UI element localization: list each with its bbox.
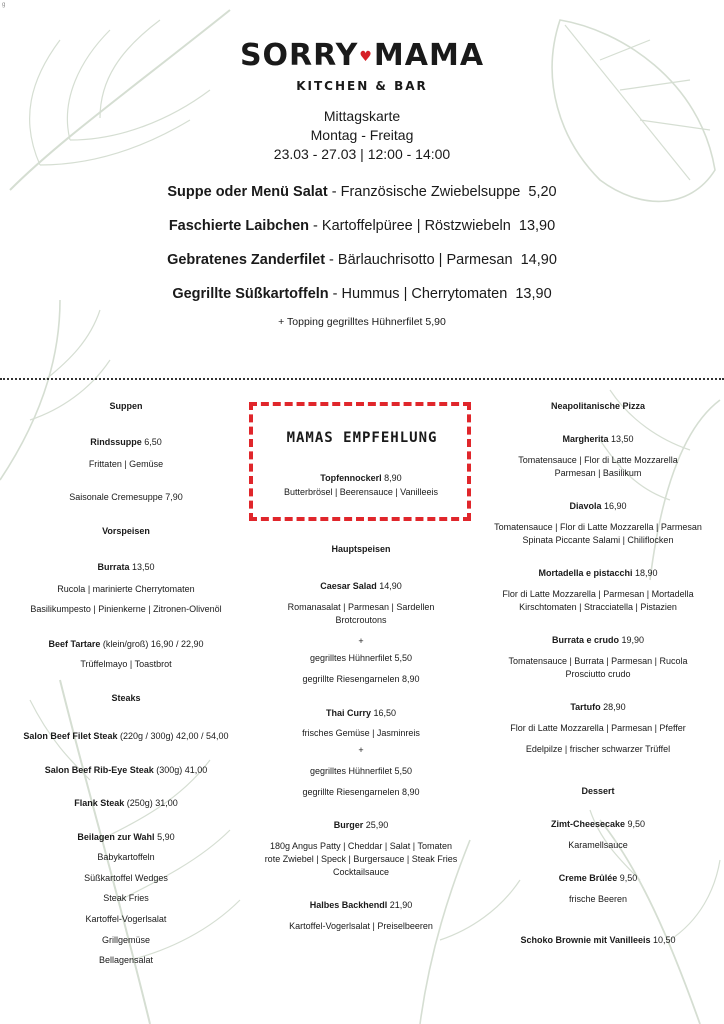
item-price: 9,50 [619,873,638,883]
section-heading-steaks: Steaks [111,693,141,703]
right-column [478,0,718,1024]
item-price: 5,90 [157,832,175,842]
item-desc: Tomatensauce | Burrata | Parmesan | Rucola [508,656,688,666]
side-dish: Grillgemüse [101,935,150,945]
item-name: Burrata [97,562,130,572]
side-dish: Süßkartoffel Wedges [84,873,168,883]
menu-item [10,831,242,843]
menu-item [478,934,718,946]
item-price: 16,90 [604,501,627,511]
item-price: 13,50 [611,434,634,444]
heart-icon: ♥ [359,48,373,65]
item-addon: gegrillte Riesengarnelen 8,90 [302,674,420,684]
item-desc: Cocktailsauce [332,867,390,877]
left-column [10,0,242,1024]
item-desc: Spinata Piccante Salami | Chiliflocken [522,535,674,545]
item-addon: gegrilltes Hühnerfilet 5,50 [309,766,413,776]
item-desc: Kartoffel-Vogerlsalat | Preiselbeeren [289,921,433,931]
lunch-item-desc: Hummus | Cherrytomaten [341,286,508,302]
item-price: (klein/groß) 16,90 / 22,90 [102,639,204,649]
lunch-item-desc: Französische Zwiebelsuppe [340,184,521,200]
item-price: 28,90 [603,702,626,712]
item-addon: gegrillte Riesengarnelen 8,90 [302,787,420,797]
plus-sign: + [358,745,364,755]
side-dish: Babykartoffeln [97,852,155,862]
lunch-item-name: Gegrillte Süßkartoffeln [172,286,329,302]
item-desc: Frittaten | Gemüse [88,459,164,469]
lunch-item: Faschierte Laibchen - Kartoffelpüree | Röstzwiebeln 13,90 [168,218,556,234]
item-name: Creme Brûlée [558,873,618,883]
logo-subtitle: KITCHEN & BAR [296,79,428,93]
menu-item [478,701,718,713]
item-desc: frische Beeren [568,894,628,904]
menu-item [478,433,718,445]
item-name: Burrata e crudo [551,635,619,645]
item-desc: Karamellsauce [568,840,628,850]
lunch-item: Suppe oder Menü Salat - Französische Zwiebelsuppe 5,20 [167,184,557,200]
item-name: Caesar Salad [320,581,377,591]
item-desc: Tomatensauce | Flor di Latte Mozzarella [518,455,678,465]
item-desc: frisches Gemüse | Jasminreis [302,728,420,738]
item-addon: gegrilltes Hühnerfilet 5,50 [309,653,413,663]
menu-item [478,500,718,512]
menu-item [246,472,476,484]
lunch-item-name: Faschierte Laibchen [168,218,310,234]
item-desc: Parmesan | Basilikum [554,468,642,478]
item-desc: 180g Angus Patty | Cheddar | Salat | Tomaten [270,841,452,851]
recommendation-title: MAMAS EMPFEHLUNG [286,430,438,446]
menu-item [478,872,718,884]
menu-item [478,567,718,579]
item-name: Rindssuppe [90,437,142,447]
section-heading-dessert: Dessert [581,786,615,796]
menu-item [246,580,476,592]
section-heading-suppen: Suppen [109,401,143,411]
lunch-item-price: 13,90 [518,218,556,234]
section-heading-hauptspeisen: Hauptspeisen [331,544,391,554]
side-dish: Bellagensalat [98,955,154,965]
item-name: Topfennockerl [320,473,382,483]
item-price: (220g / 300g) 42,00 / 54,00 [119,731,229,741]
item-name: Burger [333,820,364,830]
item-name: Thai Curry [325,708,371,718]
item-desc: Kirschtomaten | Stracciatella | Pistazien [519,602,677,612]
item-desc: Tomatensauce | Flor di Latte Mozzarella | Parmesan [494,522,702,532]
item-desc: rote Zwiebel | Speck | Burgersauce | Steak Fries [264,854,458,864]
section-heading-pizza: Neapolitanische Pizza [550,401,646,411]
lunch-item-price: 14,90 [520,252,557,268]
item-name: Beilagen zur Wahl [77,832,155,842]
item-price: 10,50 [653,935,676,945]
menu-item: Saisonale Cremesuppe 7,90 [69,492,183,502]
menu-item [478,818,718,830]
lunch-item-name: Suppe oder Menü Salat [167,184,328,200]
item-desc: Edelpilze | frischer schwarzer Trüffel [525,744,671,754]
lunch-menu-dates: 23.03 - 27.03 | 12:00 - 14:00 [273,146,451,162]
item-desc: Prosciutto crudo [565,669,631,679]
menu-item [246,707,476,719]
menu-item [10,764,242,776]
logo-word-left: SORRY [239,38,359,73]
menu-item [10,561,242,573]
item-name: Schoko Brownie mit Vanilleeis [520,935,651,945]
item-price: 14,90 [379,581,402,591]
item-price: 19,90 [621,635,645,645]
item-price: 25,90 [365,820,389,830]
item-price: 18,90 [635,568,658,578]
menu-item [246,819,476,831]
menu-item [246,899,476,911]
lunch-item-name: Gebratenes Zanderfilet [167,252,326,268]
item-name: Diavola [569,501,602,511]
item-name: Margherita [562,434,609,444]
lunch-item-desc: Kartoffelpüree | Röstzwiebeln [321,218,511,234]
item-price: (250g) 31,00 [126,798,178,808]
item-desc: Brotcroutons [335,615,387,625]
menu-item [10,797,242,809]
item-price: 9,50 [627,819,646,829]
menu-item [10,638,242,650]
item-price: 21,90 [389,900,413,910]
lunch-item-price: 5,20 [528,184,557,200]
topping-note: + Topping gegrilltes Hühnerfilet 5,90 [278,316,446,328]
item-name: Beef Tartare [48,639,101,649]
item-price: 16,50 [373,708,397,718]
lunch-menu-days: Montag - Freitag [310,127,414,143]
item-name: Halbes Backhendl [309,900,388,910]
section-heading-vorspeisen: Vorspeisen [102,526,150,536]
item-name: Salon Beef Filet Steak [23,731,118,741]
item-name: Zimt-Cheesecake [550,819,625,829]
item-desc: Basilikumpesto | Pinienkerne | Zitronen-Olivenöl [30,604,222,614]
item-name: Salon Beef Rib-Eye Steak [44,765,154,775]
side-dish: Kartoffel-Vogerlsalat [85,914,167,924]
lunch-item: Gebratenes Zanderfilet - Bärlauchrisotto | Parmesan 14,90 [167,252,557,268]
menu-item [478,634,718,646]
menu-item [10,730,242,742]
item-desc: Butterbrösel | Beerensauce | Vanilleeis [283,487,439,497]
corner-mark: g [2,2,6,8]
plus-sign: + [358,636,364,646]
lunch-item-desc: Bärlauchrisotto | Parmesan [337,252,513,268]
lunch-menu-title: Mittagskarte [323,108,401,124]
item-price: 8,90 [384,473,402,483]
item-name: Tartufo [570,702,601,712]
side-dish: Steak Fries [103,893,149,903]
item-desc: Trüffelmayo | Toastbrot [80,659,172,669]
item-desc: Flor di Latte Mozzarella | Parmesan | Pfeffer [510,723,686,733]
middle-column [246,0,476,1024]
item-price: (300g) 41,00 [156,765,208,775]
item-name: Flank Steak [74,798,125,808]
lunch-item-price: 13,90 [515,286,552,302]
lunch-item: Gegrillte Süßkartoffeln - Hummus | Cherrytomaten 13,90 [172,286,552,302]
item-name: Mortadella e pistacchi [538,568,633,578]
item-desc: Flor di Latte Mozzarella | Parmesan | Mortadella [502,589,694,599]
item-desc: Rucola | marinierte Cherrytomaten [57,584,195,594]
item-desc: Romanasalat | Parmesan | Sardellen [287,602,435,612]
item-price: 13,50 [132,562,155,572]
item-price: 6,50 [144,437,162,447]
logo-word-right: MAMA [373,38,485,73]
